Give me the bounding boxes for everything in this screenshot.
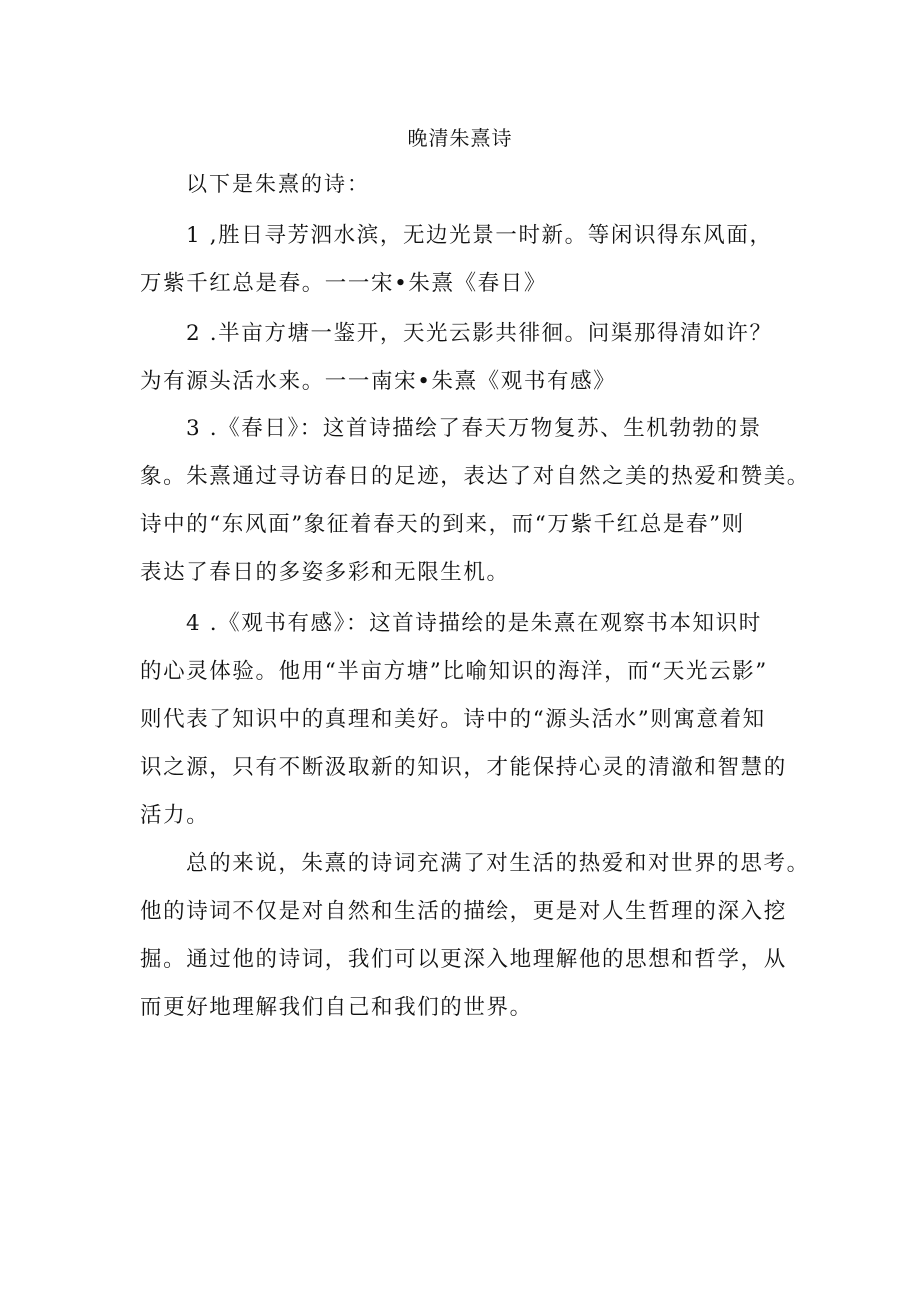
paragraph-line: 总的来说，朱熹的诗词充满了对生活的热爱和对世界的思考。 [186,851,810,876]
paragraph-line: 4 .《观书有感》：这首诗描绘的是朱熹在观察书本知识时 [186,611,762,636]
paragraph-line: 而更好地理解我们自己和我们的世界。 [140,995,533,1020]
paragraph-line: 识之源，只有不断汲取新的知识，才能保持心灵的清澈和智慧的 [140,755,787,780]
paragraph-line: 的心灵体验。他用“半亩方塘”比喻知识的海洋，而“天光云影” [140,659,768,684]
paragraph-line: 则代表了知识中的真理和美好。诗中的“源头活水”则寓意着知 [140,707,766,732]
paragraph-chunri-analysis [140,405,810,597]
paragraph-line: 3 .《春日》：这首诗描绘了春天万物复苏、生机勃勃的景 [186,416,762,441]
paragraph-poem-chunri [140,212,790,308]
paragraph-line: 他的诗词不仅是对自然和生活的描绘，更是对人生哲理的深入挖 [140,899,787,924]
paragraph-line: 活力。 [140,803,210,828]
paragraph-conclusion [140,840,810,1032]
paragraph-line: 为有源头活水来。一一南宋•朱熹《观书有感》 [140,369,617,394]
paragraph-line: 诗中的“东风面”象征着春天的到来，而“万紫千红总是春”则 [140,512,745,537]
paragraph-line: 掘。通过他的诗词，我们可以更深入地理解他的思想和哲学，从 [140,947,787,972]
paragraph-line: 2 .半亩方塘一鉴开，天光云影共徘徊。问渠那得清如许？ [186,321,773,346]
paragraph-line: 表达了春日的多姿多彩和无限生机。 [140,560,510,585]
intro-text: 以下是朱熹的诗： [186,172,370,196]
paragraph-line: 象。朱熹通过寻访春日的足迹，表达了对自然之美的热爱和赞美。 [140,464,810,489]
paragraph-line: 万紫千红总是春。一一宋•朱熹《春日》 [140,271,547,296]
paragraph-poem-guanshu [140,310,790,406]
paragraph-guanshu-analysis [140,600,790,840]
paragraph-line: 1 ,胜日寻芳泗水滨，无边光景一时新。等闲识得东风面， [186,223,773,248]
document-title: 晚清朱熹诗 [407,126,513,150]
